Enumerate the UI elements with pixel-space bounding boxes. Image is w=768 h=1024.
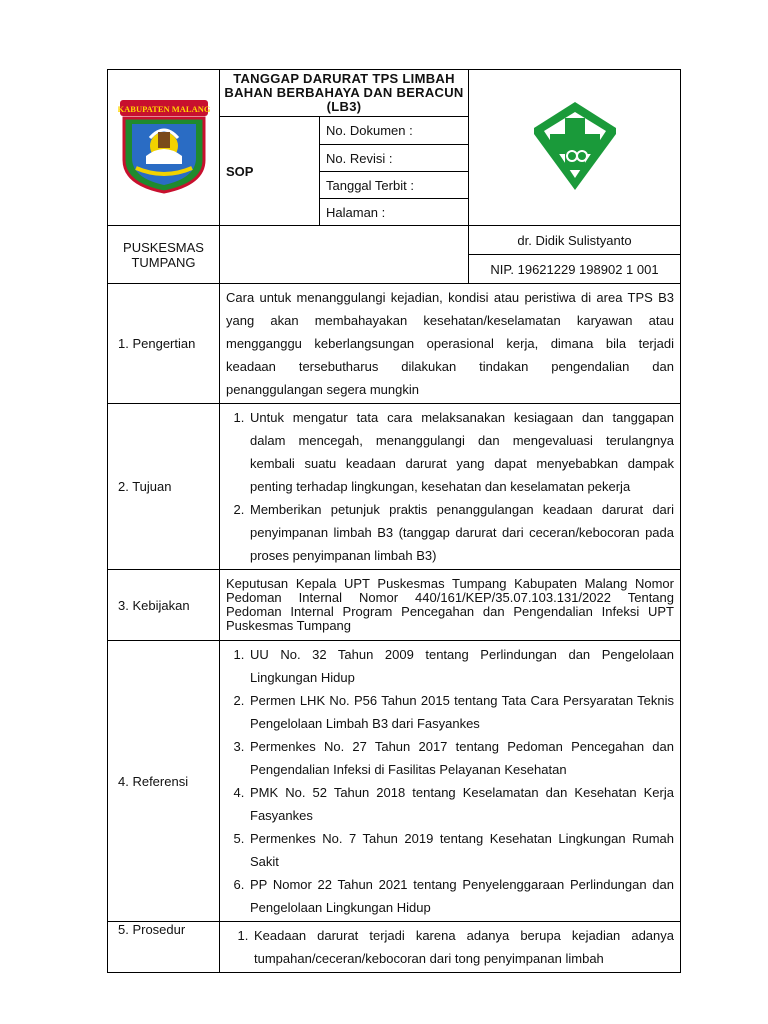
list-item: 1. Keadaan darurat terjadi karena adanya berupa kejadian adanya tumpahan/ceceran/kebocoran dari tong penyimpanan limbah <box>252 924 674 970</box>
list-item: 1. UU No. 32 Tahun 2009 tentang Perlindungan dan Pengelolaan Lingkungan Hidup <box>248 643 674 689</box>
section-text-pengertian: Cara untuk menanggulangi kejadian, kondisi atau peristiwa di area TPS B3 yang akan membahayakan kesehatan/keselamatan karyawan atau mengganggu keberlangsungan operasional kerja, dimana bila terjadi keadaan tersebutharus dilakukan tindakan pengendalian dan penanggulangan segera mungkin <box>220 284 681 404</box>
region-badge-text: KABUPATEN MALANG <box>117 104 210 114</box>
section-list-prosedur <box>220 922 681 973</box>
issue-date-label: Tanggal Terbit : <box>320 172 469 199</box>
section-label-prosedur: 5. Prosedur <box>108 922 220 973</box>
list-item: 2. Permen LHK No. P56 Tahun 2015 tentang Tata Cara Persyaratan Teknis Pengelolaan Limbah B3 dari Fasyankes <box>248 689 674 735</box>
sop-label: SOP <box>220 117 320 226</box>
signer-name: dr. Didik Sulistyanto <box>469 226 681 255</box>
list-item: 2. Memberikan petunjuk praktis penanggulangan keadaan darurat dari penyimpanan limbah B3 (tanggap darurat dari ceceran/kebocoran pada proses penyimpanan limbah B3) <box>248 498 674 567</box>
section-label-kebijakan: 3. Kebijakan <box>108 570 220 641</box>
sop-header-table <box>107 69 681 973</box>
empty-cell <box>220 226 469 284</box>
list-item: 6. PP Nomor 22 Tahun 2021 tentang Penyelenggaraan Perlindungan dan Pengelolaan Lingkungan Hidup <box>248 873 674 919</box>
document-title: TANGGAP DARURAT TPS LIMBAH BAHAN BERBAHAYA DAN BERACUN (LB3) <box>220 70 469 117</box>
revision-number-label: No. Revisi : <box>320 145 469 172</box>
signer-nip: NIP. 19621229 198902 1 001 <box>469 255 681 284</box>
page-number-label: Halaman : <box>320 199 469 226</box>
organization-name: PUSKESMAS TUMPANG <box>108 226 220 284</box>
section-label-pengertian: 1. Pengertian <box>108 284 220 404</box>
regency-logo-cell <box>108 70 220 226</box>
kabupaten-malang-emblem <box>118 98 210 194</box>
section-label-referensi: 4. Referensi <box>108 641 220 922</box>
list-item: 5. Permenkes No. 7 Tahun 2019 tentang Kesehatan Lingkungan Rumah Sakit <box>248 827 674 873</box>
list-item: 1. Untuk mengatur tata cara melaksanakan kesiagaan dan tanggapan dalam mencegah, menanggulangi dan mengevaluasi terulangnya kembali suatu keadaan darurat yang dapat menyebabkan dampak penting terhadap lingkungan, kesehatan dan keselamatan pekerja <box>248 406 674 498</box>
section-list-referensi <box>220 641 681 922</box>
section-list-tujuan <box>220 404 681 570</box>
list-item: 3. Permenkes No. 27 Tahun 2017 tentang Pedoman Pencegahan dan Pengendalian Infeksi di Fasilitas Pelayanan Kesehatan <box>248 735 674 781</box>
list-item: 4. PMK No. 52 Tahun 2018 tentang Keselamatan dan Kesehatan Kerja Fasyankes <box>248 781 674 827</box>
puskesmas-logo-cell <box>469 70 681 226</box>
puskesmas-logo-icon <box>512 98 638 194</box>
section-label-tujuan: 2. Tujuan <box>108 404 220 570</box>
section-text-kebijakan: Keputusan Kepala UPT Puskesmas Tumpang Kabupaten Malang Nomor Pedoman Internal Nomor 440/161/KEP/35.07.103.131/2022 Tentang Pedoman Internal Program Pencegahan dan Pengendalian Infeksi UPT Puskesmas Tumpang <box>220 570 681 641</box>
doc-number-label: No. Dokumen : <box>320 117 469 145</box>
